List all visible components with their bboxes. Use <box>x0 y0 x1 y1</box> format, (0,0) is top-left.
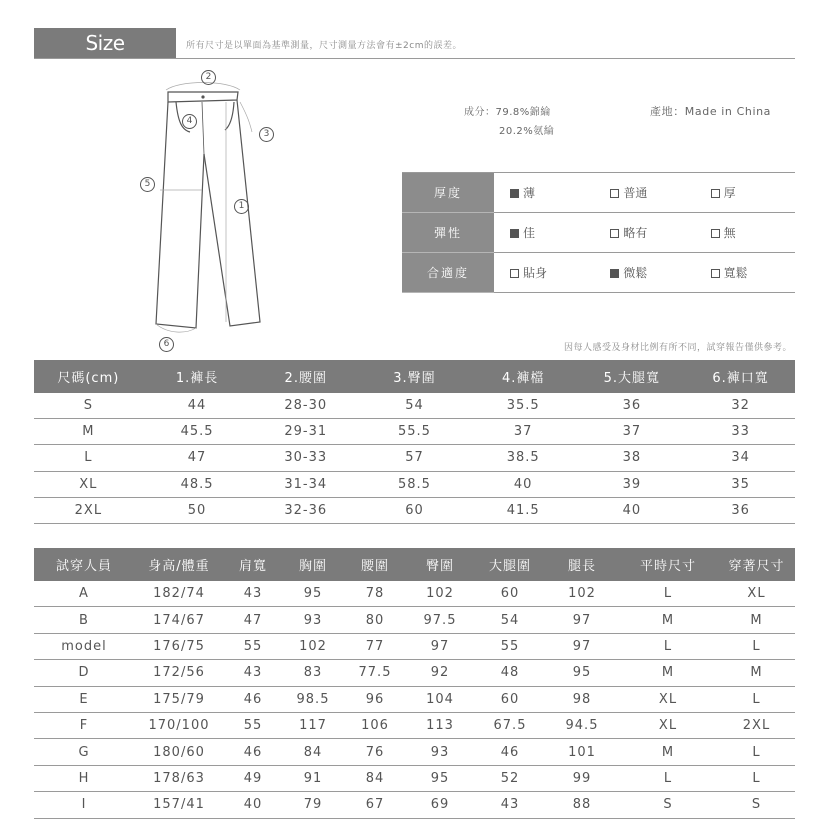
table-cell: 97 <box>546 633 618 659</box>
table-cell: 67.5 <box>474 712 546 738</box>
table-cell: 93 <box>406 739 474 765</box>
table-header-row <box>34 360 795 393</box>
table-row <box>34 471 795 497</box>
table-cell: 40 <box>224 792 282 818</box>
table-row <box>34 607 795 633</box>
option-label: 略有 <box>623 226 648 240</box>
table-cell: 48 <box>474 660 546 686</box>
table-cell: 157/41 <box>134 792 224 818</box>
attr-option <box>494 173 594 213</box>
table-cell: 67 <box>344 792 406 818</box>
option-label: 厚 <box>723 186 736 200</box>
attr-option <box>594 213 694 253</box>
table-row <box>34 581 795 607</box>
table-cell: 41.5 <box>469 497 578 523</box>
table-row <box>34 765 795 791</box>
table-cell: E <box>34 686 134 712</box>
material-line-2: 20.2%氨綸 <box>499 126 555 137</box>
table-cell: 43 <box>224 660 282 686</box>
attr-label: 合適度 <box>402 253 494 293</box>
table-cell: 91 <box>282 765 344 791</box>
table-header-row <box>34 548 795 581</box>
table-cell: 102 <box>406 581 474 607</box>
table-row <box>34 445 795 471</box>
table-cell: 83 <box>282 660 344 686</box>
option-label: 無 <box>723 226 736 240</box>
table-cell: 35 <box>686 471 795 497</box>
size-table <box>34 360 795 524</box>
table-cell: model <box>34 633 134 659</box>
table-cell: I <box>34 792 134 818</box>
empty-box-icon <box>711 269 720 278</box>
tryon-table-body <box>34 581 795 818</box>
empty-box-icon <box>711 229 720 238</box>
table-cell: 43 <box>474 792 546 818</box>
pants-diagram <box>130 62 290 352</box>
table-cell: 54 <box>474 607 546 633</box>
table-cell: 92 <box>406 660 474 686</box>
header-divider <box>34 58 795 59</box>
table-cell: 46 <box>224 739 282 765</box>
table-cell: 175/79 <box>134 686 224 712</box>
table-cell: L <box>718 765 795 791</box>
table-cell: D <box>34 660 134 686</box>
table-cell: S <box>34 393 143 419</box>
table-row <box>34 497 795 523</box>
table-cell: 106 <box>344 712 406 738</box>
table-cell: 93 <box>282 607 344 633</box>
table-cell: 97.5 <box>406 607 474 633</box>
table-cell: 178/63 <box>134 765 224 791</box>
table-cell: 117 <box>282 712 344 738</box>
table-row <box>34 633 795 659</box>
column-header: 2.腰圍 <box>251 360 360 393</box>
table-cell: L <box>718 686 795 712</box>
table-cell: M <box>718 660 795 686</box>
attr-option <box>695 213 795 253</box>
checked-box-icon <box>510 189 519 198</box>
option-label: 貼身 <box>523 266 548 280</box>
table-cell: M <box>618 607 718 633</box>
table-row <box>34 419 795 445</box>
table-cell: 77.5 <box>344 660 406 686</box>
column-header: 平時尺寸 <box>618 548 718 581</box>
empty-box-icon <box>610 229 619 238</box>
table-cell: 95 <box>406 765 474 791</box>
table-cell: 172/56 <box>134 660 224 686</box>
table-cell: 80 <box>344 607 406 633</box>
table-row <box>34 686 795 712</box>
table-cell: 95 <box>546 660 618 686</box>
table-cell: 48.5 <box>143 471 252 497</box>
attr-label: 厚度 <box>402 173 494 213</box>
table-row <box>34 660 795 686</box>
table-cell: 55 <box>224 633 282 659</box>
table-cell: M <box>718 607 795 633</box>
table-cell: 180/60 <box>134 739 224 765</box>
table-cell: 97 <box>406 633 474 659</box>
attr-option <box>695 253 795 293</box>
table-cell: 101 <box>546 739 618 765</box>
table-cell: 2XL <box>718 712 795 738</box>
table-cell: 55.5 <box>360 419 469 445</box>
table-cell: 99 <box>546 765 618 791</box>
table-cell: 33 <box>686 419 795 445</box>
table-cell: XL <box>618 712 718 738</box>
column-header: 穿著尺寸 <box>718 548 795 581</box>
table-cell: 60 <box>474 581 546 607</box>
table-cell: 60 <box>474 686 546 712</box>
column-header: 4.褲檔 <box>469 360 578 393</box>
table-cell: L <box>618 581 718 607</box>
table-cell: 37 <box>469 419 578 445</box>
table-row <box>34 739 795 765</box>
table-cell: 102 <box>546 581 618 607</box>
attr-row-thickness <box>402 173 795 213</box>
table-cell: 174/67 <box>134 607 224 633</box>
table-cell: 50 <box>143 497 252 523</box>
attr-option <box>594 253 694 293</box>
table-cell: 77 <box>344 633 406 659</box>
table-cell: L <box>618 765 718 791</box>
table-cell: 182/74 <box>134 581 224 607</box>
table-cell: 84 <box>344 765 406 791</box>
attr-row-elasticity <box>402 213 795 253</box>
table-cell: 94.5 <box>546 712 618 738</box>
column-header: 大腿圍 <box>474 548 546 581</box>
column-header: 臀圍 <box>406 548 474 581</box>
option-label: 薄 <box>523 186 536 200</box>
table-cell: 170/100 <box>134 712 224 738</box>
table-cell: 46 <box>474 739 546 765</box>
empty-box-icon <box>510 269 519 278</box>
table-cell: F <box>34 712 134 738</box>
table-cell: 43 <box>224 581 282 607</box>
table-cell: 40 <box>578 497 687 523</box>
table-cell: S <box>718 792 795 818</box>
table-cell: XL <box>618 686 718 712</box>
marker-4: 4 <box>182 114 197 129</box>
table-cell: H <box>34 765 134 791</box>
origin-label: 產地：Made in China <box>650 105 772 118</box>
fabric-attributes-table <box>402 172 795 293</box>
column-header: 5.大腿寬 <box>578 360 687 393</box>
table-cell: 104 <box>406 686 474 712</box>
table-cell: XL <box>718 581 795 607</box>
marker-2: 2 <box>201 70 216 85</box>
table-cell: 102 <box>282 633 344 659</box>
table-cell: 46 <box>224 686 282 712</box>
table-cell: 54 <box>360 393 469 419</box>
section-title: Size Information <box>34 28 176 59</box>
table-cell: B <box>34 607 134 633</box>
table-cell: M <box>34 419 143 445</box>
table-cell: M <box>618 739 718 765</box>
table-cell: 57 <box>360 445 469 471</box>
column-header: 3.臀圍 <box>360 360 469 393</box>
column-header: 1.褲長 <box>143 360 252 393</box>
empty-box-icon <box>711 189 720 198</box>
table-cell: 49 <box>224 765 282 791</box>
table-cell: 40 <box>469 471 578 497</box>
table-cell: 58.5 <box>360 471 469 497</box>
table-cell: 79 <box>282 792 344 818</box>
table-cell: 30-33 <box>251 445 360 471</box>
table-cell: A <box>34 581 134 607</box>
table-cell: 44 <box>143 393 252 419</box>
table-cell: 98.5 <box>282 686 344 712</box>
table-cell: 47 <box>143 445 252 471</box>
table-cell: 97 <box>546 607 618 633</box>
material-line-1: 成分：79.8%錦綸 <box>464 107 551 118</box>
table-cell: 39 <box>578 471 687 497</box>
attr-row-fit <box>402 253 795 293</box>
marker-6: 6 <box>159 337 174 352</box>
table-cell: 55 <box>224 712 282 738</box>
table-cell: 32 <box>686 393 795 419</box>
table-cell: 32-36 <box>251 497 360 523</box>
table-cell: 98 <box>546 686 618 712</box>
option-label: 佳 <box>523 226 536 240</box>
option-label: 普通 <box>623 186 648 200</box>
table-cell: XL <box>34 471 143 497</box>
tryon-table <box>34 548 795 819</box>
table-cell: 76 <box>344 739 406 765</box>
marker-5: 5 <box>140 177 155 192</box>
table-cell: 36 <box>578 393 687 419</box>
column-header: 6.褲口寬 <box>686 360 795 393</box>
checked-box-icon <box>510 229 519 238</box>
column-header: 尺碼(cm) <box>34 360 143 393</box>
attr-option <box>594 173 694 213</box>
table-cell: 45.5 <box>143 419 252 445</box>
checked-box-icon <box>610 269 619 278</box>
table-cell: 31-34 <box>251 471 360 497</box>
table-cell: 84 <box>282 739 344 765</box>
table-cell: 38.5 <box>469 445 578 471</box>
table-cell: 29-31 <box>251 419 360 445</box>
attr-label: 彈性 <box>402 213 494 253</box>
measurement-note: 所有尺寸是以單面為基準測量，尺寸測量方法會有±2cm的誤差。 <box>186 41 462 51</box>
table-cell: S <box>618 792 718 818</box>
table-cell: 96 <box>344 686 406 712</box>
table-row <box>34 712 795 738</box>
disclaimer: 因每人感受及身材比例有所不同，試穿報告僅供參考。 <box>563 343 792 353</box>
table-cell: 47 <box>224 607 282 633</box>
table-cell: 34 <box>686 445 795 471</box>
table-cell: 36 <box>686 497 795 523</box>
table-cell: 60 <box>360 497 469 523</box>
table-cell: 2XL <box>34 497 143 523</box>
table-cell: L <box>718 739 795 765</box>
table-cell: L <box>34 445 143 471</box>
attr-option <box>494 213 594 253</box>
table-row <box>34 792 795 818</box>
table-cell: L <box>718 633 795 659</box>
column-header: 胸圍 <box>282 548 344 581</box>
table-cell: 88 <box>546 792 618 818</box>
table-cell: 37 <box>578 419 687 445</box>
table-row <box>34 393 795 419</box>
table-cell: 35.5 <box>469 393 578 419</box>
table-cell: 95 <box>282 581 344 607</box>
column-header: 腰圍 <box>344 548 406 581</box>
column-header: 肩寬 <box>224 548 282 581</box>
column-header: 腿長 <box>546 548 618 581</box>
table-cell: M <box>618 660 718 686</box>
table-cell: 28-30 <box>251 393 360 419</box>
table-cell: 78 <box>344 581 406 607</box>
table-cell: 38 <box>578 445 687 471</box>
attr-option <box>695 173 795 213</box>
size-table-body <box>34 393 795 523</box>
option-label: 微鬆 <box>623 266 648 280</box>
table-cell: G <box>34 739 134 765</box>
table-cell: 176/75 <box>134 633 224 659</box>
empty-box-icon <box>610 189 619 198</box>
marker-3: 3 <box>259 127 274 142</box>
marker-1: 1 <box>234 199 249 214</box>
attr-option <box>494 253 594 293</box>
table-cell: 69 <box>406 792 474 818</box>
column-header: 試穿人員 <box>34 548 134 581</box>
table-cell: L <box>618 633 718 659</box>
table-cell: 113 <box>406 712 474 738</box>
table-cell: 55 <box>474 633 546 659</box>
column-header: 身高/體重 <box>134 548 224 581</box>
table-cell: 52 <box>474 765 546 791</box>
option-label: 寬鬆 <box>723 266 748 280</box>
